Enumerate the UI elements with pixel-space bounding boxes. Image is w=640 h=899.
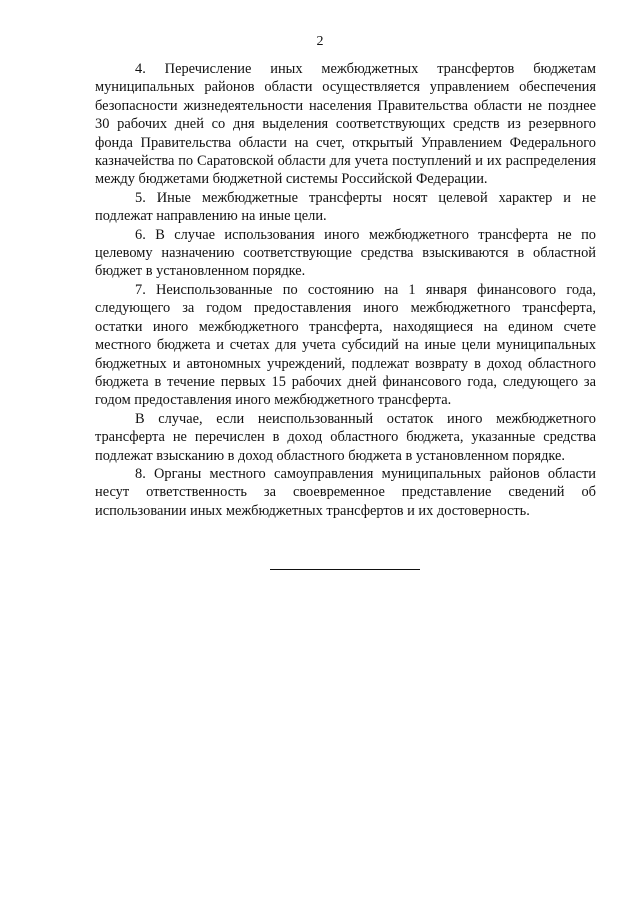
closing-divider-line (270, 569, 420, 570)
paragraph-item-8: 8. Органы местного самоуправления муниципальных районов области несут ответственность за своевременное представление сведений об использовании иных межбюджетных трансфертов и их достоверность. (95, 465, 596, 519)
paragraph-item-5: 5. Иные межбюджетные трансферты носят целевой характер и не подлежат направлению на иные цели. (95, 189, 596, 225)
page-number: 2 (316, 34, 324, 49)
paragraph-item-7-continuation: В случае, если неиспользованный остаток иного межбюджетного трансферта не перечислен в доход областного бюджета, указанные средства подлежат взысканию в доход областного бюджета в установленном порядке. (95, 410, 596, 464)
paragraph-item-4: 4. Перечисление иных межбюджетных трансфертов бюджетам муниципальных районов области осуществляется управлением обеспечения безопасности жизнедеятельности населения Правительства области не позднее 30 рабочих дней со дня выделения соответствующих средств из резервного фонда Правительства области на счет, открытый Управлением Федерального казначейства по Саратовской области для учета поступлений и их распределения между бюджетами бюджетной системы Российской Федерации. (95, 61, 596, 188)
paragraph-item-6: 6. В случае использования иного межбюджетного трансферта не по целевому назначению соответствующие средства взыскиваются в областной бюджет в установленном порядке. (95, 226, 596, 280)
document-body (95, 60, 596, 520)
paragraph-item-7: 7. Неиспользованные по состоянию на 1 января финансового года, следующего за годом предоставления иного межбюджетного трансферта, остатки иного межбюджетного трансферта, находящиеся на едином счете местного бюджета и счетах для учета субсидий на иные цели муниципальных бюджетных и автономных учреждений, подлежат возврату в доход областного бюджета в течение первых 15 рабочих дней финансового года, следующего за годом предоставления иного межбюджетного трансферта. (95, 281, 596, 409)
